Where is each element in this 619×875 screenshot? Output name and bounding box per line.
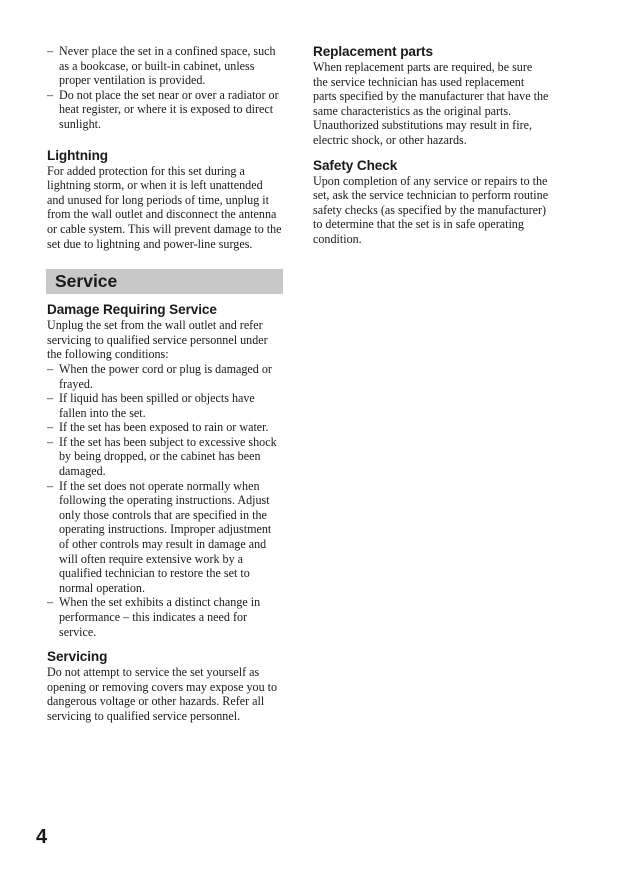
safety-check-text: Upon completion of any service or repairs to the set, ask the service technician to perform routine safety checks (as specified by the manufacturer) to determine that the set is in safe operating condition.	[313, 173, 549, 246]
damage-heading: Damage Requiring Service	[47, 302, 217, 318]
list-item: – When the power cord or plug is damaged or frayed.	[47, 362, 283, 391]
list-item: – If the set does not operate normally when following the operating instructions. Adjust only those controls that are specified in the operating instructions. Improper adjustment of other controls may result in damage and will often require extensive work by a qualified technician to restore the set to normal operation.	[47, 479, 283, 596]
page-number: 4	[36, 826, 48, 848]
right-column	[313, 44, 549, 247]
lightning-heading: Lightning	[47, 147, 109, 163]
intro-list	[47, 44, 283, 132]
left-column	[47, 44, 283, 724]
damage-intro: Unplug the set from the wall outlet and refer servicing to qualified service personnel under the following conditions:	[47, 318, 268, 362]
list-item: – Do not place the set near or over a radiator or heat register, or where it is exposed to direct sunlight.	[47, 88, 283, 132]
list-item: – When the set exhibits a distinct change in performance – this indicates a need for service.	[47, 595, 283, 639]
servicing-heading: Servicing	[47, 649, 108, 665]
list-item: – If the set has been subject to excessive shock by being dropped, or the cabinet has been damaged.	[47, 435, 283, 479]
list-item: – Never place the set in a confined space, such as a bookcase, or built-in cabinet, unless proper ventilation is provided.	[47, 44, 283, 88]
safety-check-heading: Safety Check	[313, 157, 398, 173]
lightning-text: For added protection for this set during a lightning storm, or when it is left unattended and unused for long periods of time, unplug it from the wall outlet and disconnect the antenna or cable system. This will prevent damage to the set due to lightning and power-line surges.	[47, 163, 282, 251]
replacement-parts-heading: Replacement parts	[313, 44, 433, 59]
replacement-parts-text: When replacement parts are required, be sure the service technician has used replacement parts specified by the manufacturer that have the same characteristics as the original parts. Unauthorized substitutions may result in fire, electric shock, or other hazards.	[313, 60, 549, 147]
service-section-title: Service	[46, 269, 283, 294]
damage-list	[47, 362, 283, 639]
servicing-text: Do not attempt to service the set yourself as opening or removing covers may expose you to dangerous voltage or other hazards. Refer all servicing to qualified service personnel.	[47, 665, 278, 723]
list-item: – If liquid has been spilled or objects have fallen into the set.	[47, 391, 283, 420]
list-item: – If the set has been exposed to rain or water.	[47, 420, 283, 435]
